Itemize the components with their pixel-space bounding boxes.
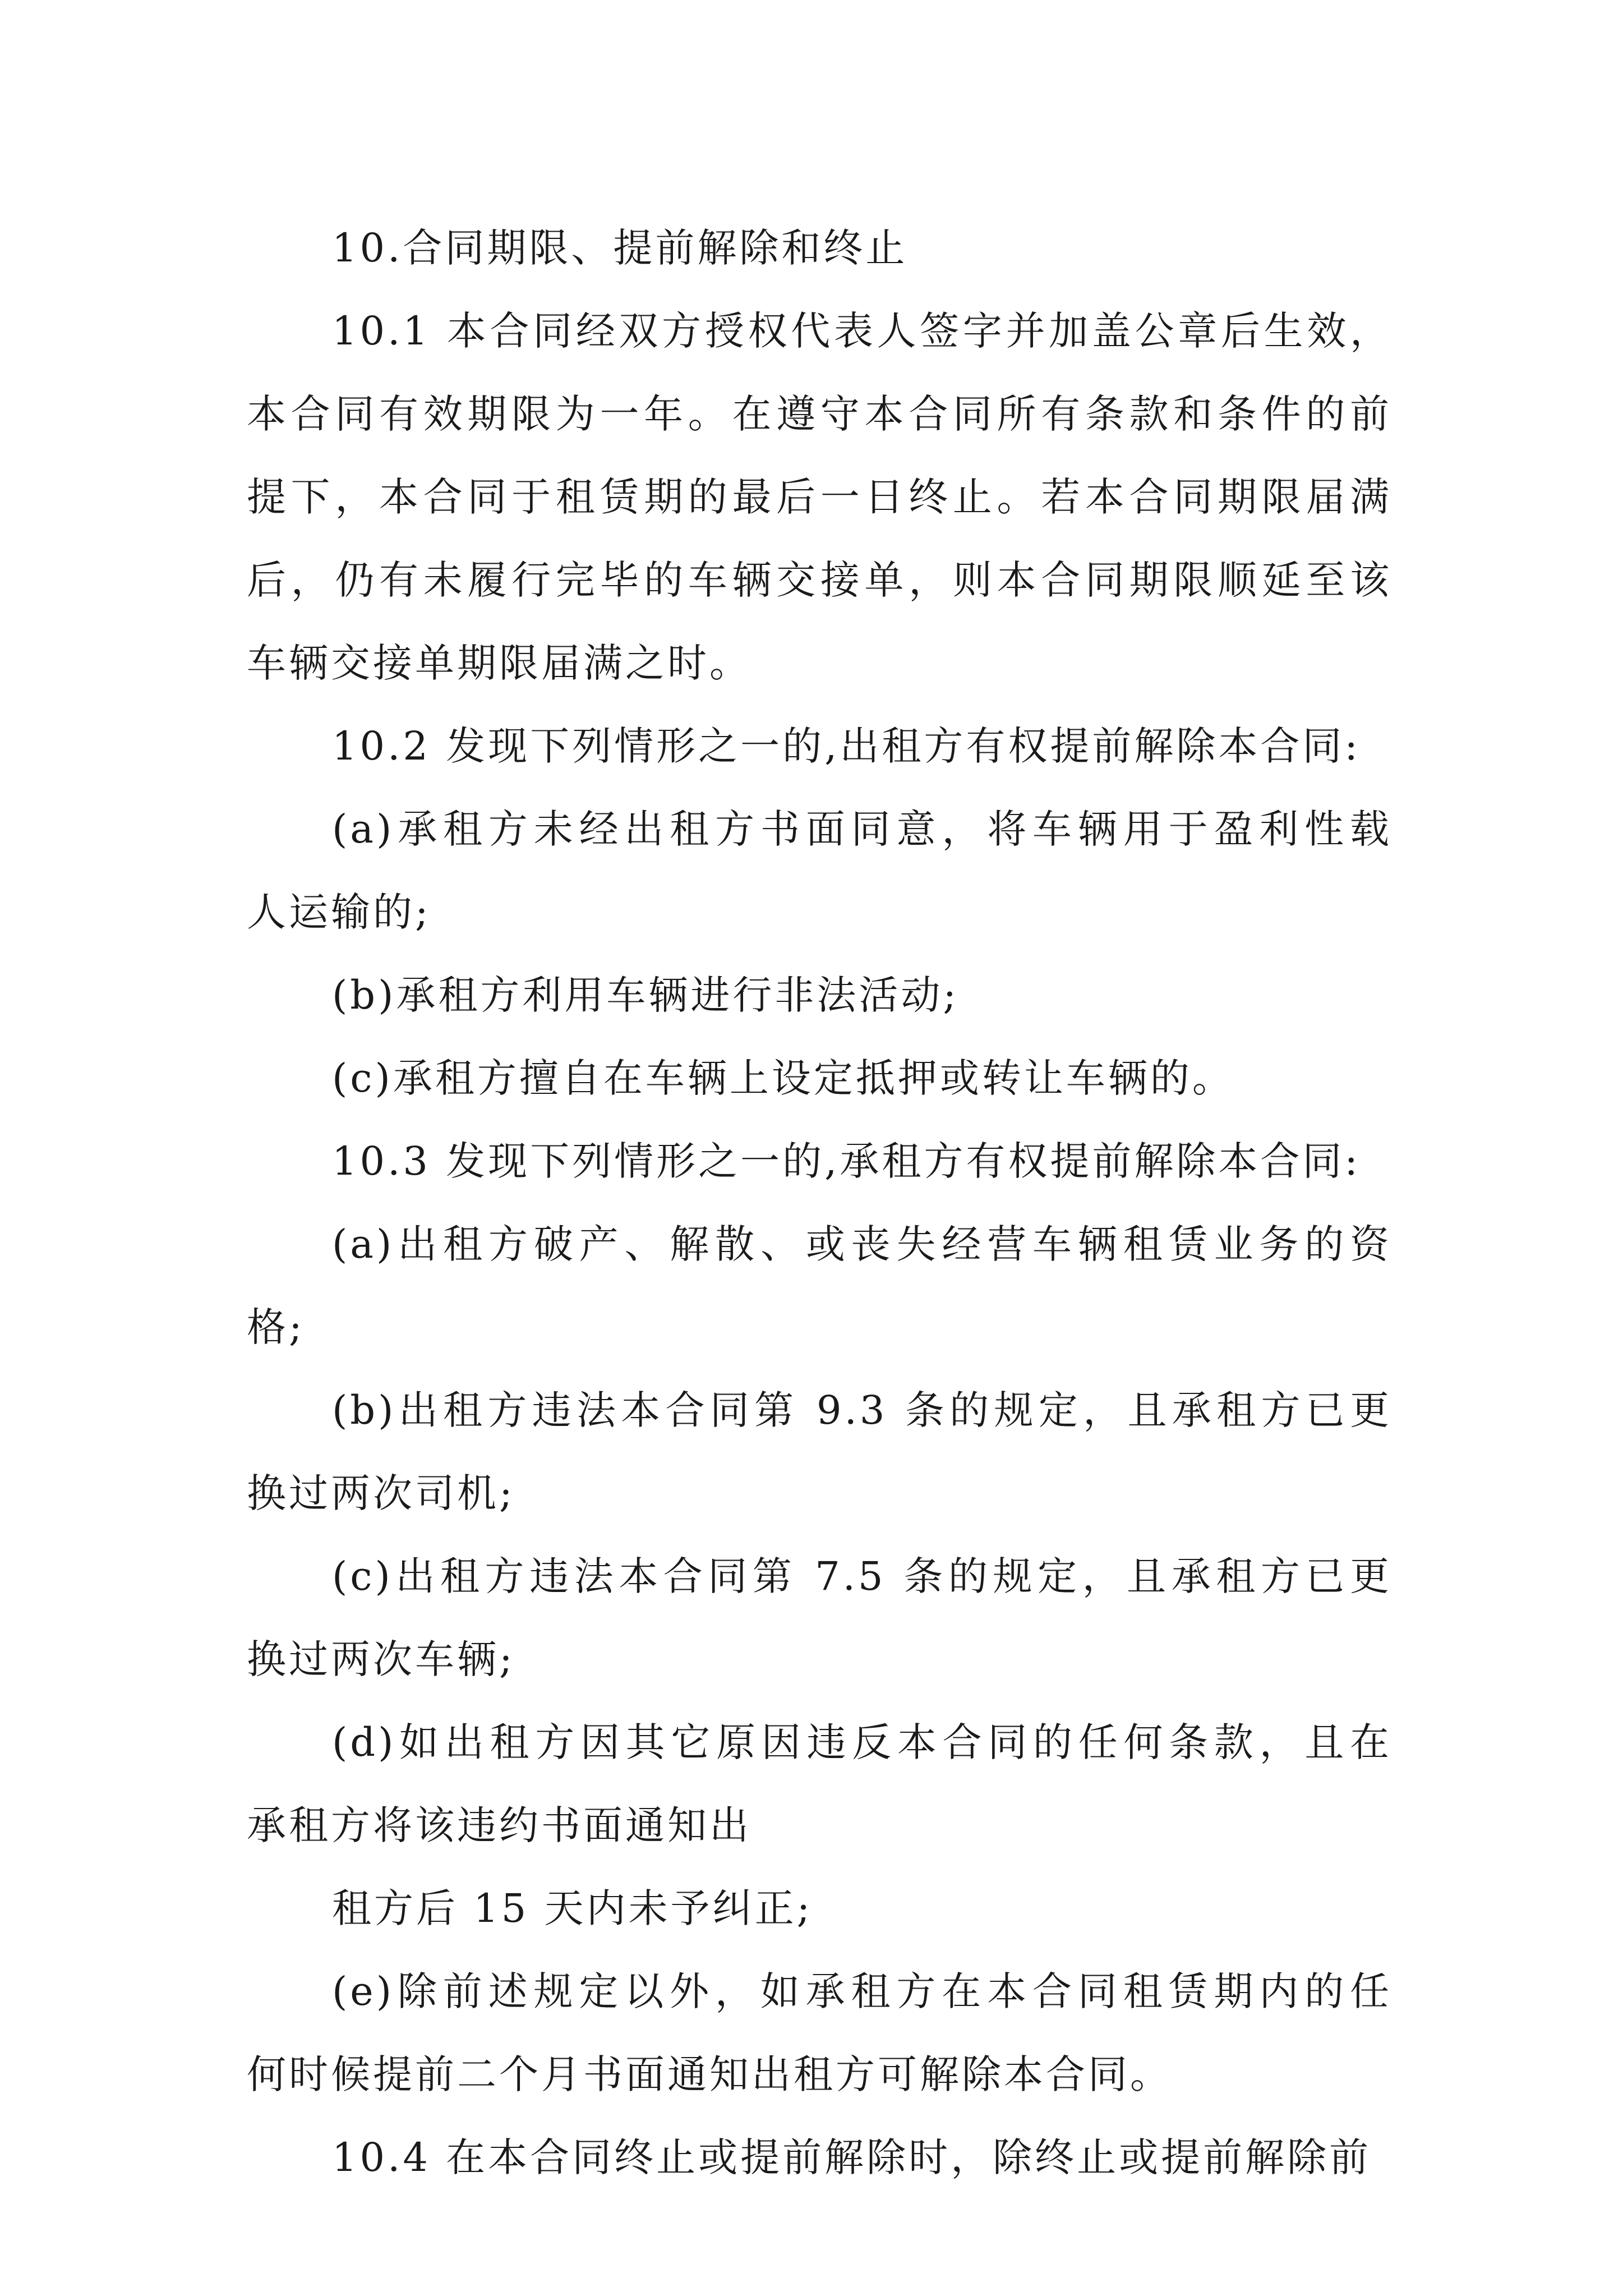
paragraph xyxy=(247,1535,1392,1701)
text-line: (b)出租方违法本合同第 9.3 条的规定，且承租方已更 xyxy=(332,1387,1392,1433)
text-line: 人运输的; xyxy=(247,889,431,935)
text-line: (b)承租方利用车辆进行非法活动; xyxy=(332,972,960,1018)
paragraph xyxy=(247,289,1392,705)
text-line: 换过两次司机; xyxy=(247,1470,515,1516)
text-line: 10.2 发现下列情形之一的,出租方有权提前解除本合同: xyxy=(332,723,1361,769)
paragraph xyxy=(247,2116,1392,2199)
text-line: 换过两次车辆; xyxy=(247,1636,515,1682)
text-line: 10.合同期限、提前解除和终止 xyxy=(332,225,908,271)
paragraph xyxy=(247,206,1392,289)
text-line: 10.1 本合同经双方授权代表人签字并加盖公章后生效， xyxy=(332,308,1392,354)
text-line: 格; xyxy=(247,1304,305,1350)
text-line: 何时候提前二个月书面通知出租方可解除本合同。 xyxy=(247,2051,1172,2097)
text-line: 提下，本合同于租赁期的最后一日终止。若本合同期限届满 xyxy=(247,474,1392,520)
paragraph xyxy=(247,1037,1392,1120)
paragraph xyxy=(247,1120,1392,1203)
paragraph xyxy=(247,1203,1392,1369)
paragraph xyxy=(247,705,1392,788)
paragraph xyxy=(247,954,1392,1037)
text-line: 承租方将该违约书面通知出 xyxy=(247,1802,751,1848)
paragraph xyxy=(247,788,1392,954)
paragraph xyxy=(247,1867,1392,1950)
text-line: (c)承租方擅自在车辆上设定抵押或转让车辆的。 xyxy=(332,1055,1234,1101)
text-line: (a)承租方未经出租方书面同意，将车辆用于盈利性载 xyxy=(332,806,1392,852)
text-line: (d)如出租方因其它原因违反本合同的任何条款，且在 xyxy=(332,1719,1392,1765)
text-line: 本合同有效期限为一年。在遵守本合同所有条款和条件的前 xyxy=(247,391,1392,437)
paragraph xyxy=(247,1701,1392,1867)
text-line: (c)出租方违法本合同第 7.5 条的规定，且承租方已更 xyxy=(332,1553,1392,1599)
text-line: 10.3 发现下列情形之一的,承租方有权提前解除本合同: xyxy=(332,1138,1361,1184)
paragraph xyxy=(247,1369,1392,1535)
text-line: (a)出租方破产、解散、或丧失经营车辆租赁业务的资 xyxy=(332,1221,1392,1267)
text-line: 租方后 15 天内未予纠正; xyxy=(332,1885,813,1931)
text-line: 后，仍有未履行完毕的车辆交接单，则本合同期限顺延至该 xyxy=(247,557,1392,603)
text-line: (e)除前述规定以外，如承租方在本合同租赁期内的任 xyxy=(332,1968,1392,2014)
document-body xyxy=(247,206,1392,2199)
text-line: 10.4 在本合同终止或提前解除时，除终止或提前解除前 xyxy=(332,2134,1372,2180)
paragraph xyxy=(247,1950,1392,2116)
text-line: 车辆交接单期限届满之时。 xyxy=(247,640,751,686)
